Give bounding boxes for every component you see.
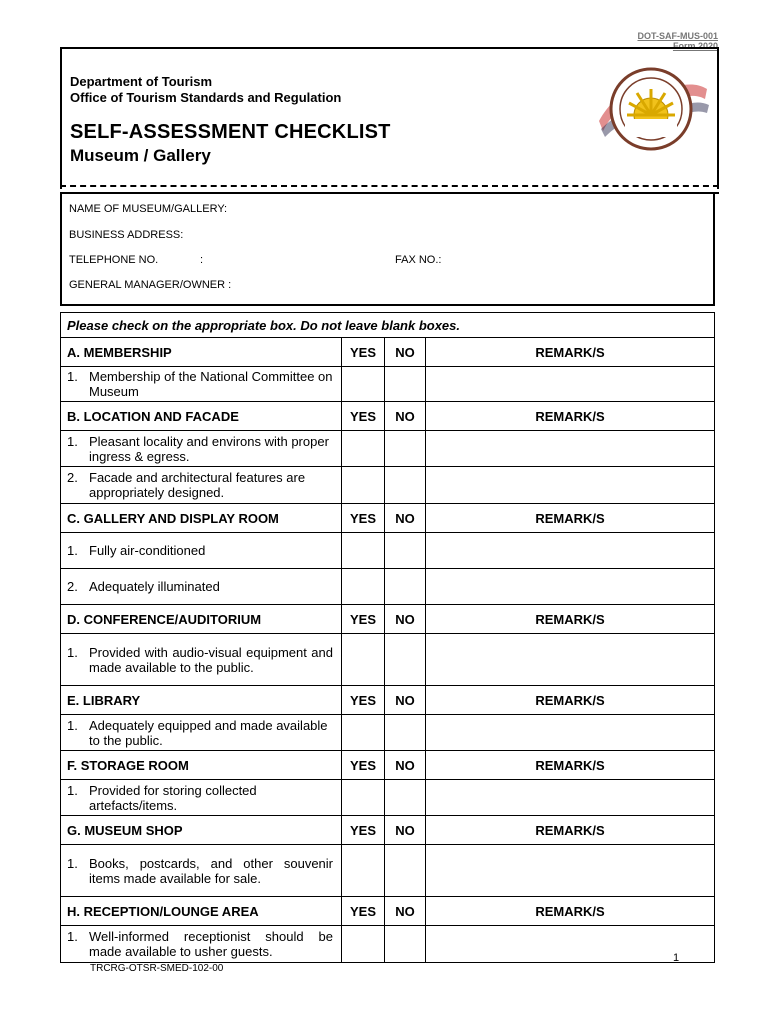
item-text: Adequately equipped and made available to the public. (89, 717, 328, 748)
no-checkbox-cell[interactable] (385, 780, 426, 816)
remarks-cell[interactable] (426, 569, 715, 605)
no-checkbox-cell[interactable] (385, 845, 426, 897)
item-number: 1. (67, 855, 78, 871)
checklist-item-row (61, 845, 715, 897)
no-checkbox-cell[interactable] (385, 431, 426, 467)
yes-checkbox-cell[interactable] (342, 467, 385, 504)
yes-checkbox-cell[interactable] (342, 634, 385, 686)
section-header-row (61, 816, 715, 845)
item-number: 2. (67, 470, 78, 485)
no-checkbox-cell[interactable] (385, 367, 426, 402)
item-number: 1. (67, 543, 78, 558)
yes-checkbox-cell[interactable] (342, 533, 385, 569)
item-text: Facade and architectural features are appropriately designed. (89, 470, 306, 500)
yes-checkbox-cell[interactable] (342, 715, 385, 751)
no-column-header: NO (385, 816, 426, 845)
no-column-header: NO (385, 605, 426, 634)
remarks-cell[interactable] (426, 715, 715, 751)
yes-column-header: YES (342, 897, 385, 926)
item-number: 1. (67, 717, 78, 733)
section-title: A. MEMBERSHIP (61, 338, 342, 367)
document-header (60, 47, 719, 189)
item-text: Well-informed receptionist should be made available to usher guests. (89, 929, 333, 959)
general-manager-label: GENERAL MANAGER/OWNER : (69, 279, 232, 291)
page-subtitle: Museum / Gallery (70, 146, 211, 165)
item-text: Provided for storing collected artefacts/items. (89, 782, 257, 813)
checklist-table (60, 312, 715, 963)
section-title: G. MUSEUM SHOP (61, 816, 342, 845)
office-name: Office of Tourism Standards and Regulation (70, 90, 342, 105)
item-text: Adequately illuminated (89, 579, 220, 594)
instruction-text: Please check on the appropriate box. Do not leave blank boxes. (61, 313, 715, 338)
item-number: 1. (67, 644, 78, 660)
section-header-row (61, 338, 715, 367)
no-column-header: NO (385, 338, 426, 367)
checklist-item (61, 926, 342, 963)
checklist-item (61, 431, 342, 467)
item-text: Books, postcards, and other souvenir items made available for sale. (89, 855, 333, 886)
item-text: Provided with audio-visual equipment and made available to the public. (89, 644, 333, 675)
section-title: D. CONFERENCE/AUDITORIUM (61, 605, 342, 634)
checklist-item-row (61, 431, 715, 467)
section-title: B. LOCATION AND FACADE (61, 402, 342, 431)
telephone-colon: : (200, 254, 204, 266)
yes-column-header: YES (342, 816, 385, 845)
no-checkbox-cell[interactable] (385, 533, 426, 569)
department-name: Department of Tourism (70, 74, 213, 89)
page-title: SELF-ASSESSMENT CHECKLIST (70, 121, 391, 143)
organization (70, 74, 341, 106)
remarks-column-header: REMARK/S (426, 751, 715, 780)
checklist-item-row (61, 533, 715, 569)
section-title: C. GALLERY AND DISPLAY ROOM (61, 504, 342, 533)
fax-label: FAX NO.: (395, 254, 442, 266)
checklist-item (61, 634, 342, 686)
no-checkbox-cell[interactable] (385, 926, 426, 963)
section-title: E. LIBRARY (61, 686, 342, 715)
item-text: Membership of the National Committee on Museum (89, 369, 333, 399)
quality-seal-logo (591, 59, 711, 159)
remarks-cell[interactable] (426, 467, 715, 504)
yes-column-header: YES (342, 605, 385, 634)
section-header-row (61, 504, 715, 533)
no-column-header: NO (385, 402, 426, 431)
item-number: 1. (67, 929, 78, 944)
remarks-cell[interactable] (426, 926, 715, 963)
checklist-item (61, 467, 342, 504)
checklist-item-row (61, 780, 715, 816)
item-number: 2. (67, 579, 78, 594)
form-code-year: Form 2020 (672, 41, 718, 51)
document-code-footer: TRCRG-OTSR-SMED-102-00 (90, 963, 224, 974)
item-number: 1. (67, 782, 78, 798)
form-code-id: DOT-SAF-MUS-001 (637, 31, 718, 41)
remarks-column-header: REMARK/S (426, 816, 715, 845)
yes-column-header: YES (342, 504, 385, 533)
business-address-label: BUSINESS ADDRESS: (69, 229, 184, 241)
checklist-item (61, 845, 342, 897)
no-checkbox-cell[interactable] (385, 715, 426, 751)
checklist-item-row (61, 569, 715, 605)
establishment-info-box (60, 192, 715, 306)
checklist-item (61, 367, 342, 402)
checklist-item-row (61, 367, 715, 402)
remarks-cell[interactable] (426, 634, 715, 686)
checklist-item-row (61, 634, 715, 686)
telephone-label: TELEPHONE NO. (69, 254, 159, 266)
checklist-item-row (61, 467, 715, 504)
no-column-header: NO (385, 751, 426, 780)
section-header-row (61, 402, 715, 431)
page-number: 1 (673, 952, 680, 964)
yes-column-header: YES (342, 686, 385, 715)
section-title: H. RECEPTION/LOUNGE AREA (61, 897, 342, 926)
checklist-item-row (61, 715, 715, 751)
yes-checkbox-cell[interactable] (342, 367, 385, 402)
yes-checkbox-cell[interactable] (342, 845, 385, 897)
remarks-column-header: REMARK/S (426, 504, 715, 533)
section-header-row (61, 686, 715, 715)
remarks-column-header: REMARK/S (426, 897, 715, 926)
no-column-header: NO (385, 897, 426, 926)
yes-column-header: YES (342, 338, 385, 367)
no-checkbox-cell[interactable] (385, 569, 426, 605)
no-checkbox-cell[interactable] (385, 634, 426, 686)
checklist-item-row (61, 926, 715, 963)
no-column-header: NO (385, 686, 426, 715)
yes-checkbox-cell[interactable] (342, 569, 385, 605)
section-header-row (61, 605, 715, 634)
section-title: F. STORAGE ROOM (61, 751, 342, 780)
museum-name-label: NAME OF MUSEUM/GALLERY: (69, 203, 228, 215)
yes-column-header: YES (342, 751, 385, 780)
section-header-row (61, 751, 715, 780)
no-checkbox-cell[interactable] (385, 467, 426, 504)
item-number: 1. (67, 433, 78, 449)
yes-checkbox-cell[interactable] (342, 780, 385, 816)
checklist-item (61, 715, 342, 751)
section-header-row (61, 897, 715, 926)
remarks-column-header: REMARK/S (426, 402, 715, 431)
instruction-row (61, 313, 715, 338)
item-text: Fully air-conditioned (89, 543, 206, 558)
remarks-cell[interactable] (426, 845, 715, 897)
remarks-column-header: REMARK/S (426, 605, 715, 634)
checklist-item (61, 533, 342, 569)
remarks-cell[interactable] (426, 431, 715, 467)
remarks-cell[interactable] (426, 780, 715, 816)
yes-checkbox-cell[interactable] (342, 431, 385, 467)
yes-column-header: YES (342, 402, 385, 431)
remarks-cell[interactable] (426, 367, 715, 402)
no-column-header: NO (385, 504, 426, 533)
remarks-column-header: REMARK/S (426, 338, 715, 367)
checklist-item (61, 569, 342, 605)
item-text: Pleasant locality and environs with proper ingress & egress. (89, 433, 329, 464)
remarks-cell[interactable] (426, 533, 715, 569)
yes-checkbox-cell[interactable] (342, 926, 385, 963)
item-number: 1. (67, 369, 78, 384)
remarks-column-header: REMARK/S (426, 686, 715, 715)
checklist-item (61, 780, 342, 816)
